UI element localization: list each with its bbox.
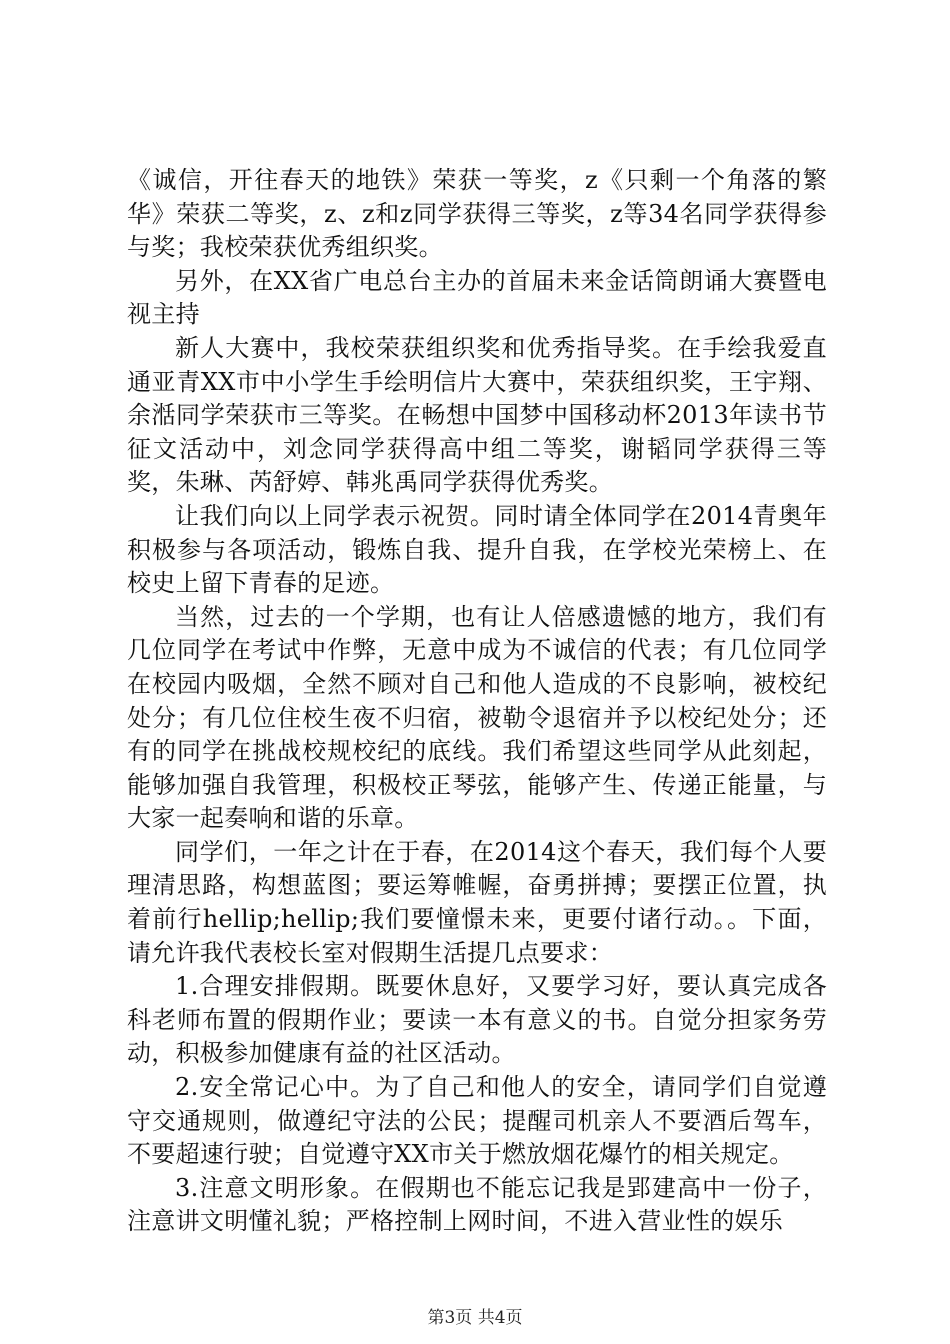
paragraph-5: 当然，过去的一个学期，也有让人倍感遗憾的地方，我们有几位同学在考试中作弊，无意中成为不诚信的代表；有几位同学在校园内吸烟，全然不顾对自己和他人造成的不良影响，被校纪处分；有几位住校生夜不归宿，被勒令退宿并予以校纪处分；还有的同学在挑战校规校纪的底线。我们希望这些同学从此刻起，能够加强自我管理，积极校正琴弦，能够产生、传递正能量，与大家一起奏响和谐的乐章。 bbox=[127, 602, 827, 833]
paragraph-1: 《诚信，开往春天的地铁》荣获一等奖，z《只剩一个角落的繁华》荣获二等奖，z、z和z同学获得三等奖，z等34名同学获得参与奖；我校荣获优秀组织奖。 bbox=[127, 166, 827, 262]
paragraph-4: 让我们向以上同学表示祝贺。同时请全体同学在2014青奥年积极参与各项活动，锻炼自我、提升自我，在学校光荣榜上、在校史上留下青春的足迹。 bbox=[127, 501, 827, 598]
paragraph-3: 新人大赛中，我校荣获组织奖和优秀指导奖。在手绘我爱直通亚青XX市中小学生手绘明信片大赛中，荣获组织奖，王宇翔、余湉同学荣获市三等奖。在畅想中国梦中国移动杯2013年读书节征文活动中，刘念同学获得高中组二等奖，谢韬同学获得三等奖，朱琳、芮舒婷、韩兆禹同学获得优秀奖。 bbox=[127, 333, 827, 497]
paragraph-6: 同学们，一年之计在于春，在2014这个春天，我们每个人要理清思路，构想蓝图；要运筹帷幄，奋勇拼搏；要摆正位置，执着前行hellip;hellip;我们要憧憬未来，更要付诸行动。。下面，请允许我代表校长室对假期生活提几点要求： bbox=[127, 837, 827, 967]
paragraph-8: 2.安全常记心中。为了自己和他人的安全，请同学们自觉遵守交通规则，做遵纪守法的公民；提醒司机亲人不要酒后驾车，不要超速行驶；自觉遵守XX市关于燃放烟花爆竹的相关规定。 bbox=[127, 1073, 827, 1169]
paragraph-2: 另外，在XX省广电总台主办的首届未来金话筒朗诵大赛暨电视主持 bbox=[127, 266, 827, 329]
paragraph-9: 3.注意文明形象。在假期也不能忘记我是郢建高中一份子，注意讲文明懂礼貌；严格控制上网时间，不进入营业性的娱乐 bbox=[127, 1173, 827, 1236]
page-number-footer: 第3页 共4页 bbox=[427, 1308, 523, 1328]
document-body bbox=[127, 164, 827, 1239]
paragraph-7: 1.合理安排假期。既要休息好，又要学习好，要认真完成各科老师布置的假期作业；要读一本有意义的书。自觉分担家务劳动，积极参加健康有益的社区活动。 bbox=[127, 972, 827, 1068]
